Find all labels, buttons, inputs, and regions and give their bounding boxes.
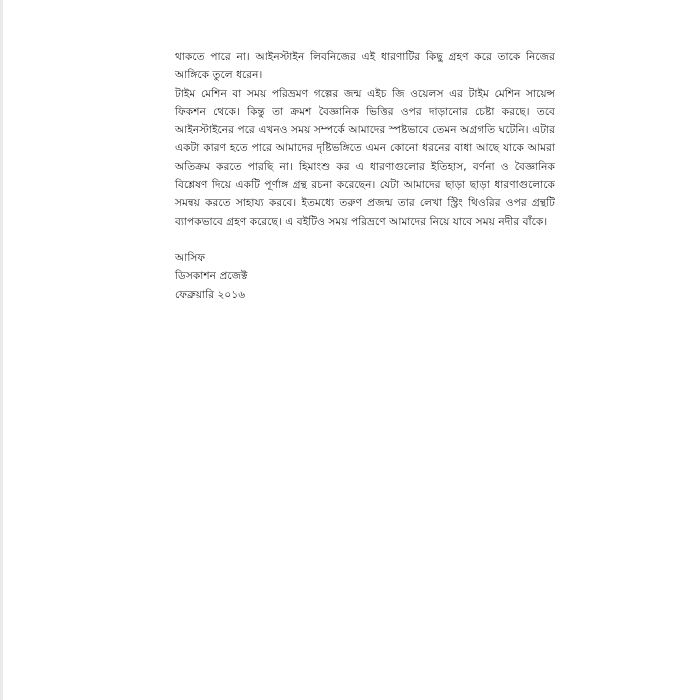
document-body (175, 48, 555, 304)
signature-date: ফেব্রুয়ারি ২০১৬ (175, 288, 246, 301)
signature-name: আসিফ (175, 251, 206, 264)
signature-organization: ডিসকাশন প্রজেক্ট (175, 270, 248, 283)
paragraph-2: টাইম মেশিন বা সময় পরিভ্রমণ গল্পের জন্ম এইচ জি ওয়েলস এর টাইম মেশিন সায়েন্স ফিকশন থেকে। কিন্তু তা ক্রমশ বৈজ্ঞানিক ভিত্তির ওপর দাড়ানোর চেষ্টা করছে। তবে আইনস্টাইনের পরে এখনও সময় সম্পর্কে আমাদের স্পষ্টভাবে তেমন অগ্রগতি ঘটেনি। এটার একটা কারণ হতে পারে আমাদের দৃষ্টিভঙ্গিতে এমন কোনো ধরনের বাধা আছে যাকে আমরা অতিক্রম করতে পারছি না। হিমাংশু কর এ ধারণাগুলোর ইতিহাস, বর্ণনা ও বৈজ্ঞানিক বিশ্লেষণ দিয়ে একটি পূর্ণাঙ্গ গ্রন্থ রচনা করেছেন। যেটা আমাদের ছাড়া ছাড়া ধারণাগুলোকে সমন্বয় করতে সাহায্য করবে। ইতমধ্যে তরুণ প্রজন্ম তার লেখা স্ট্রিং থিওরির ওপর গ্রন্থটি ব্যাপকভাবে গ্রহণ করেছে। এ বইটিও সময় পরিভ্রণে আমাদের নিয়ে যাবে সময় নদীর বাঁকে। (175, 87, 555, 228)
paragraph-1: থাকতে পারে না। আইনস্টাইন লিবনিজের এই ধারণাটির কিছু গ্রহণ করে তাকে নিজের আঙ্গিকে তুলে ধরেন। (175, 51, 555, 82)
scan-edge (0, 0, 3, 700)
spacer (175, 231, 555, 249)
